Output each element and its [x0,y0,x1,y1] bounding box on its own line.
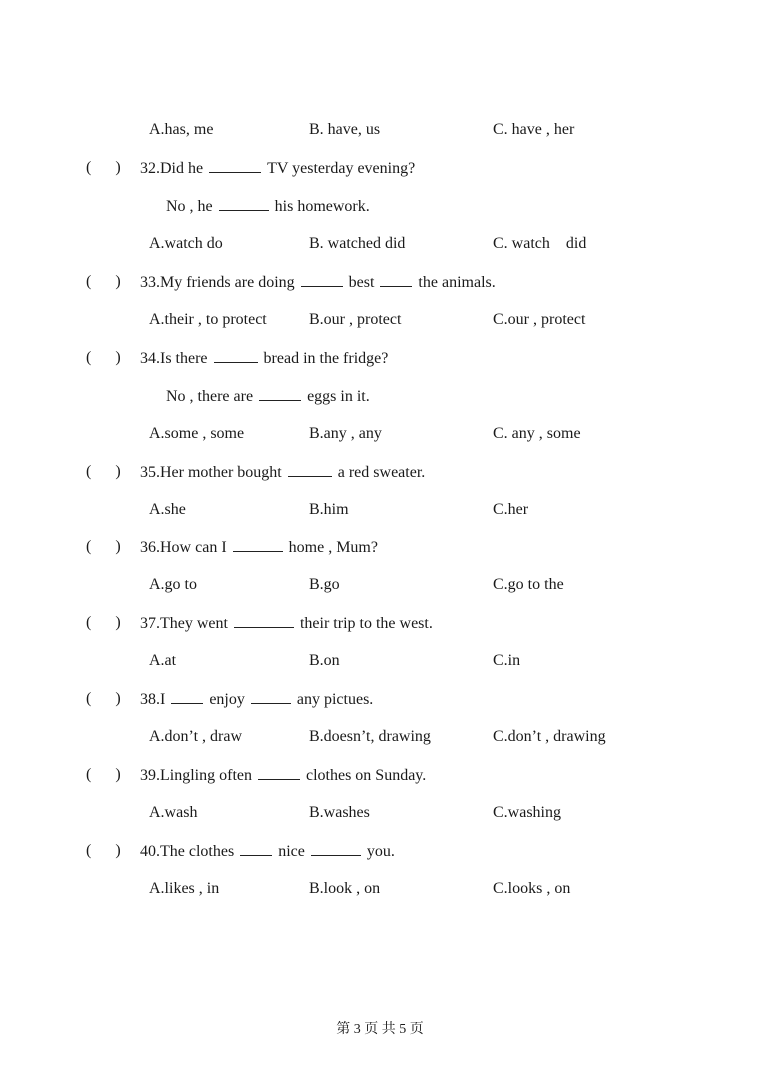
q32-blank [209,158,261,173]
q35-answer-paren: ( ) [86,463,121,480]
q37-option-a: A.at [149,652,177,669]
q31-option-c: C. have , her [493,121,575,138]
q38-option-b: B.doesn’t, drawing [309,728,431,745]
q40-text: 40.The clothes [140,843,235,860]
q34-after: bread in the fridge? [263,350,389,367]
q37-after: their trip to the west. [299,615,433,632]
q36-option-c: C.go to the [493,576,564,593]
q40-option-a: A.likes , in [149,880,220,897]
q36-after: home , Mum? [288,539,378,556]
q39-option-b: B.washes [309,804,370,821]
q31-option-a: A.has, me [149,121,214,138]
q34-answer-paren: ( ) [86,349,121,366]
q35-after: a red sweater. [337,464,426,481]
q40-answer-paren: ( ) [86,842,121,859]
q34-blank [214,348,258,363]
q37-blank [234,613,294,628]
q31-option-b: B. have, us [309,121,381,138]
q38-blank-2 [251,689,291,704]
q32-answer-paren: ( ) [86,159,121,176]
q40-after: you. [366,843,395,860]
q39-text: 39.Lingling often [140,767,252,784]
q34-question [140,348,388,369]
q32-after: TV yesterday evening? [267,160,416,177]
q33-text: 33.My friends are doing [140,274,295,291]
q40-blank-2 [311,841,361,856]
q36-question [140,537,378,558]
q32-reply-post: his homework. [274,198,370,215]
q33-blank-1 [301,272,343,287]
q40-question [140,841,395,862]
q38-mid: enjoy [209,691,245,708]
q33-after: the animals. [418,274,496,291]
q33-option-b: B.our , protect [309,311,402,328]
q38-answer-paren: ( ) [86,690,121,707]
q38-option-c: C.don’t , drawing [493,728,606,745]
q32-reply [166,196,370,217]
q36-text: 36.How can I [140,539,227,556]
q40-blank-1 [240,841,272,856]
q36-option-b: B.go [309,576,340,593]
q34-option-c: C. any , some [493,425,581,442]
page-footer: 第 3 页 共 5 页 [336,1022,424,1037]
q39-after: clothes on Sunday. [305,767,427,784]
q32-option-a: A.watch do [149,235,223,252]
q38-after: any pictues. [296,691,374,708]
q37-question [140,613,433,634]
q37-option-c: C.in [493,652,521,669]
q37-text: 37.They went [140,615,228,632]
q36-answer-paren: ( ) [86,538,121,555]
q36-blank [233,537,283,552]
q35-question [140,462,425,483]
q36-option-a: A.go to [149,576,197,593]
q37-option-b: B.on [309,652,340,669]
q33-option-a: A.their , to protect [149,311,267,328]
q39-answer-paren: ( ) [86,766,121,783]
q32-reply-pre: No , he [166,198,213,215]
q39-question [140,765,426,786]
q40-option-b: B.look , on [309,880,381,897]
q40-mid: nice [278,843,305,860]
q32-option-c: C. watch did [493,235,587,252]
q38-option-a: A.don’t , draw [149,728,243,745]
q40-option-c: C.looks , on [493,880,571,897]
q34-reply-blank [259,386,301,401]
q39-option-c: C.washing [493,804,561,821]
q34-reply [166,386,370,407]
q38-blank-1 [171,689,203,704]
q34-option-b: B.any , any [309,425,382,442]
q32-option-b: B. watched did [309,235,406,252]
q33-answer-paren: ( ) [86,273,121,290]
q33-mid: best [348,274,375,291]
q34-reply-post: eggs in it. [307,388,370,405]
q35-option-c: C.her [493,501,529,518]
q33-question [140,272,496,293]
q33-option-c: C.our , protect [493,311,586,328]
q35-blank [288,462,332,477]
q33-blank-2 [380,272,412,287]
q35-text: 35.Her mother bought [140,464,282,481]
q39-blank [258,765,300,780]
q32-reply-blank [219,196,269,211]
q32-question [140,158,415,179]
q34-text: 34.Is there [140,350,208,367]
q39-option-a: A.wash [149,804,198,821]
q34-reply-pre: No , there are [166,388,254,405]
q34-option-a: A.some , some [149,425,245,442]
q37-answer-paren: ( ) [86,614,121,631]
q38-text: 38.I [140,691,166,708]
q32-text: 32.Did he [140,160,204,177]
q35-option-a: A.she [149,501,186,518]
q38-question [140,689,373,710]
q35-option-b: B.him [309,501,349,518]
